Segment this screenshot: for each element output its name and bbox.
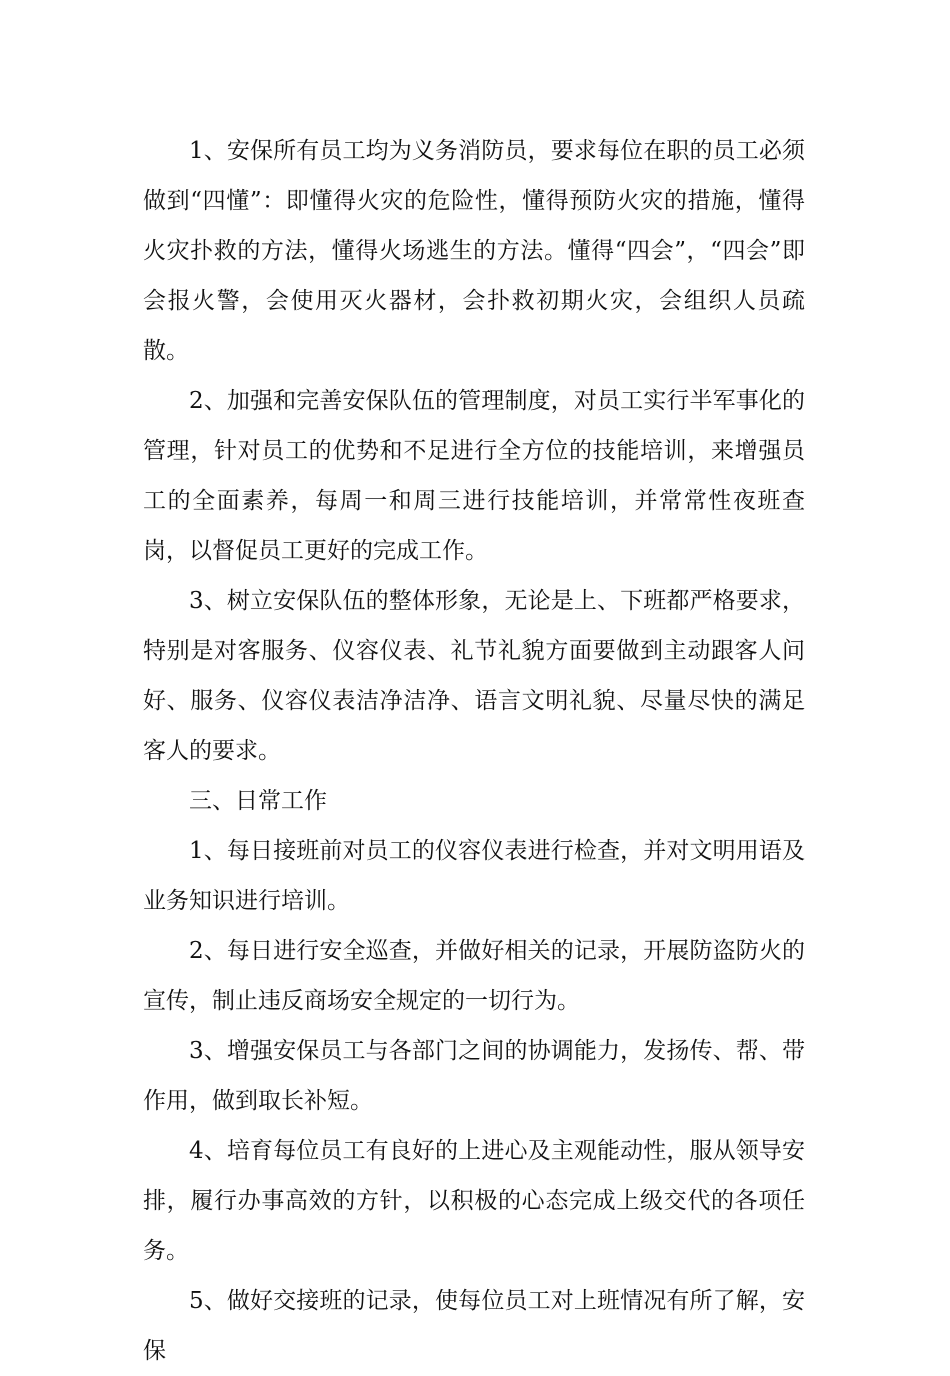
paragraph-staff-motivation: 4、培育每位员工有良好的上进心及主观能动性，服从领导安排，履行办事高效的方针，以积极的心态完成上级交代的各项任务。 — [143, 1138, 805, 1264]
section-heading-daily-work: 三、日常工作 — [189, 788, 327, 814]
paragraph-daily-inspection: 1、每日接班前对员工的仪容仪表进行检查，并对文明用语及业务知识进行培训。 — [143, 838, 805, 914]
document-body — [143, 126, 805, 1376]
paragraph-fire-safety: 1、安保所有员工均为义务消防员，要求每位在职的员工必须做到“四懂”：即懂得火灾的危险性，懂得预防火灾的措施，懂得火灾扑救的方法，懂得火场逃生的方法。懂得“四会”，“四会”即会报火警，会使用灭火器材，会扑救初期火灾，会组织人员疏散。 — [143, 138, 805, 364]
paragraph-coordination: 3、增强安保员工与各部门之间的协调能力，发扬传、帮、带作用，做到取长补短。 — [143, 1038, 805, 1114]
paragraph-security-patrol: 2、每日进行安全巡查，并做好相关的记录，开展防盗防火的宣传，制止违反商场安全规定的一切行为。 — [143, 938, 805, 1014]
paragraph-shift-handover: 5、做好交接班的记录，使每位员工对上班情况有所了解，安保 — [143, 1288, 805, 1364]
paragraph-management-system: 2、加强和完善安保队伍的管理制度，对员工实行半军事化的管理，针对员工的优势和不足进行全方位的技能培训，来增强员工的全面素养，每周一和周三进行技能培训，并常常性夜班查岗，以督促员工更好的完成工作。 — [143, 388, 805, 564]
paragraph-team-image: 3、树立安保队伍的整体形象，无论是上、下班都严格要求，特别是对客服务、仪容仪表、礼节礼貌方面要做到主动跟客人问好、服务、仪容仪表洁净洁净、语言文明礼貌、尽量尽快的满足客人的要求。 — [143, 588, 805, 764]
